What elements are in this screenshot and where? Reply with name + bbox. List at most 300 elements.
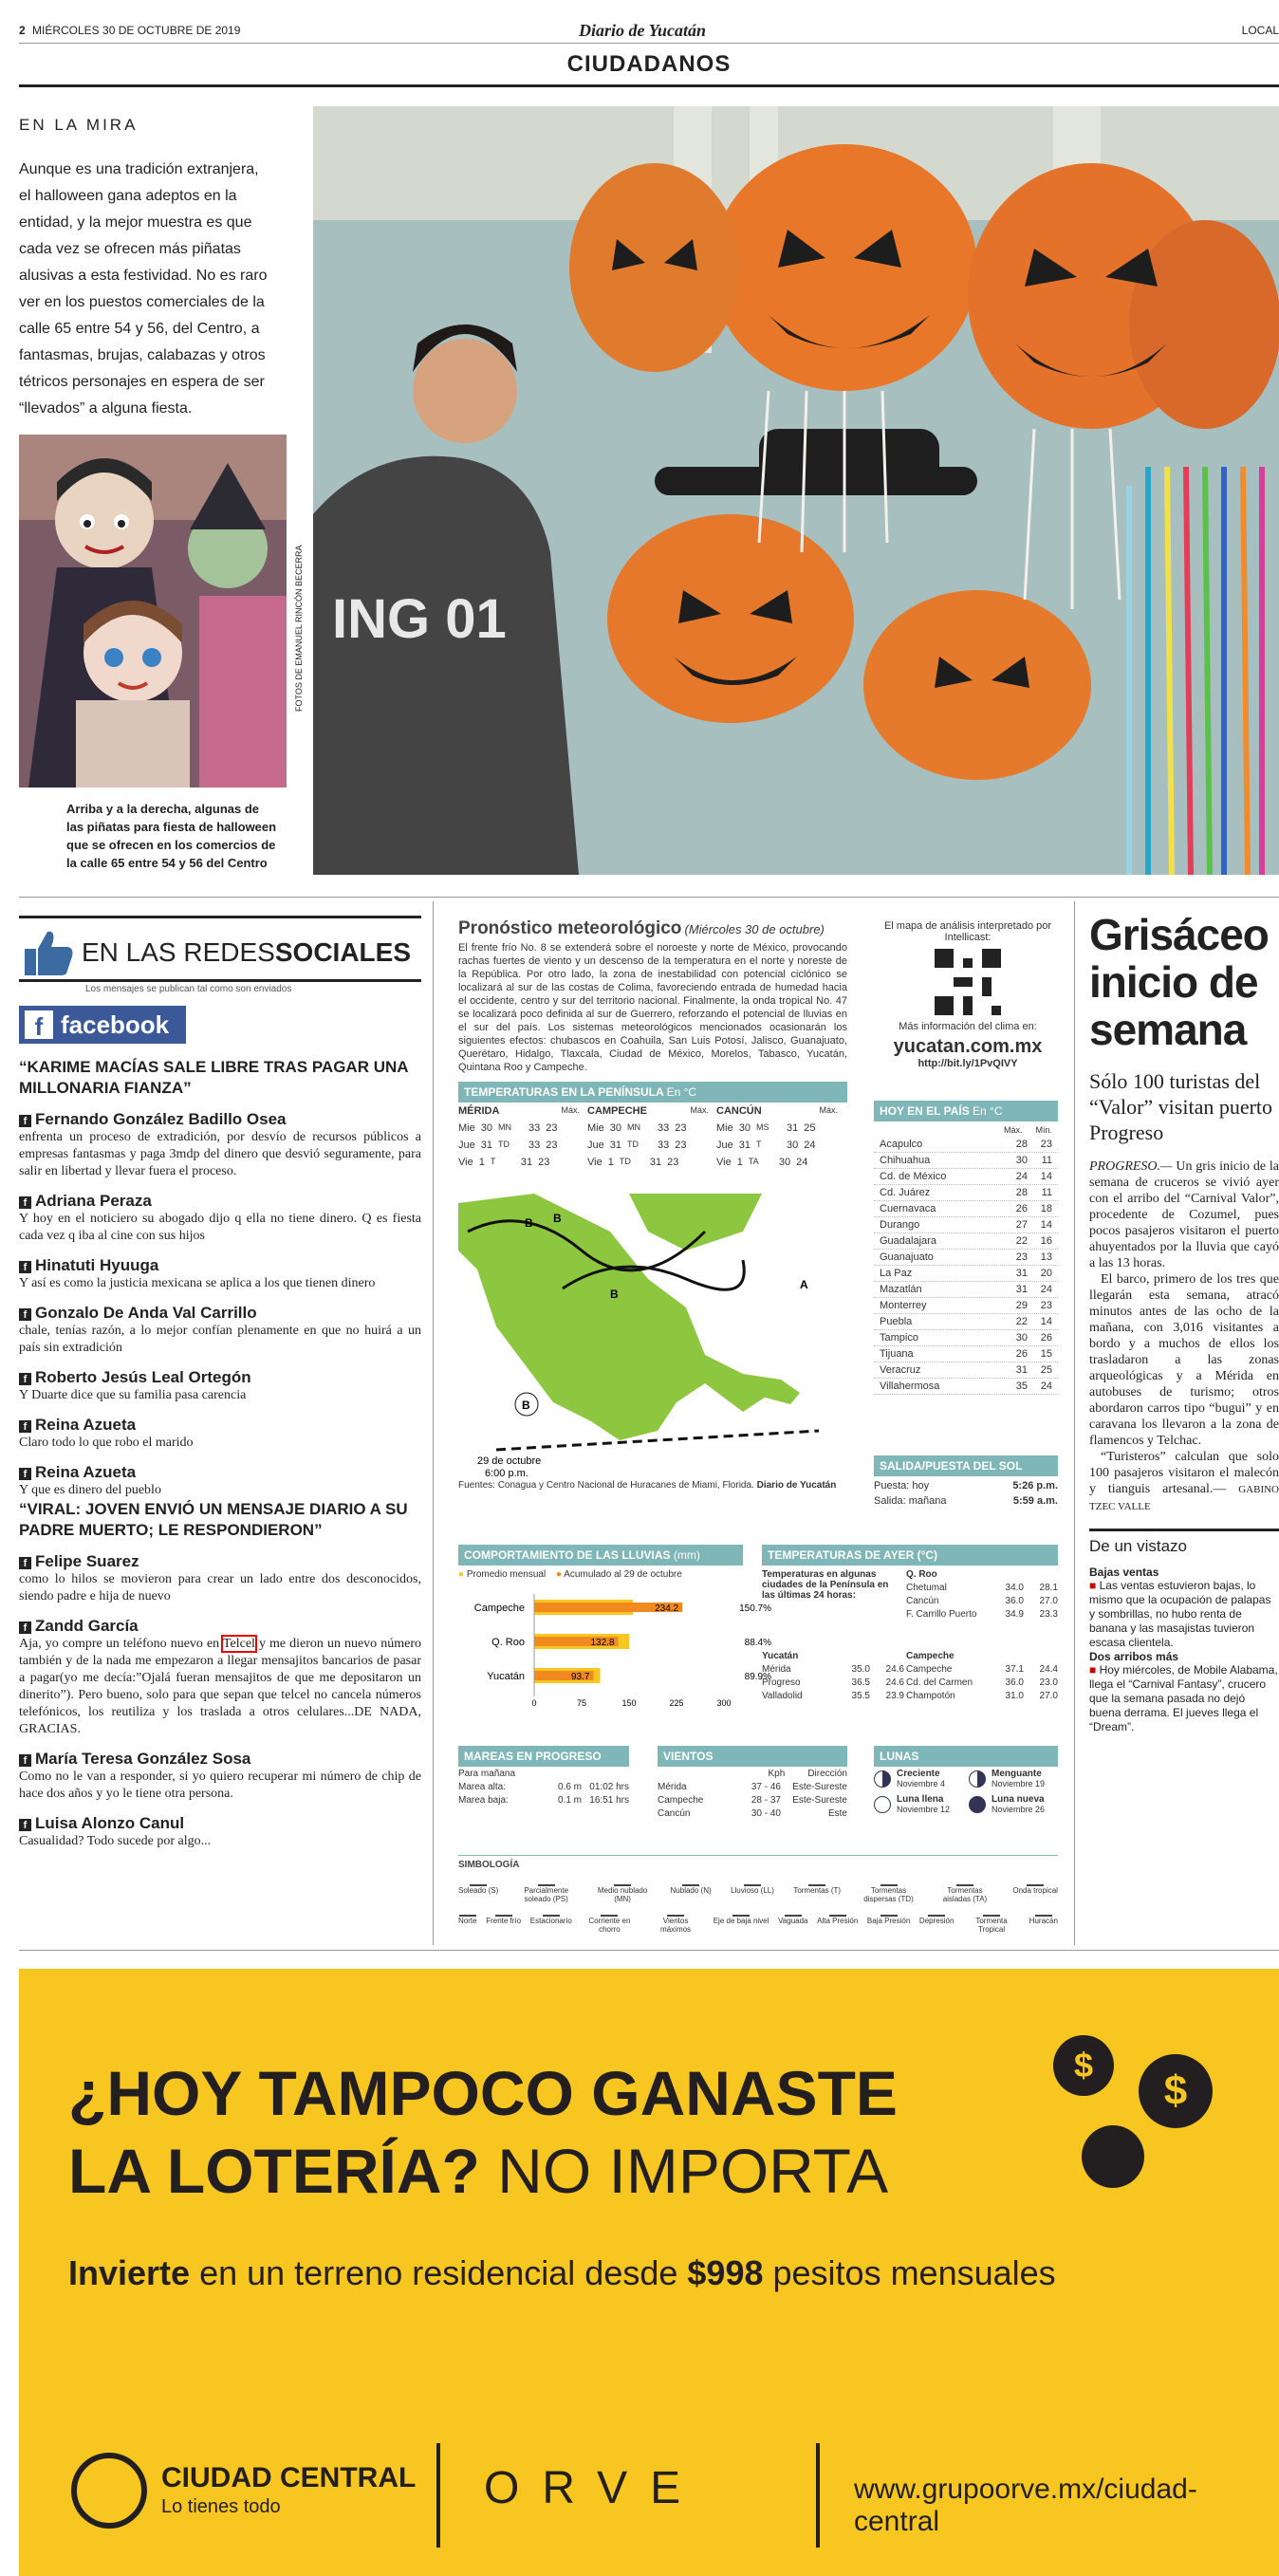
pen-value: TD xyxy=(627,1140,639,1149)
table-cell: Marea alta: xyxy=(458,1782,507,1792)
table-cell: 37 - 46 xyxy=(751,1782,781,1792)
table-cell: 23.0 xyxy=(1039,1677,1058,1688)
comment-text: Y hoy en el noticiero su abogado dijo q ella no tiene dinero. Q es fiesta cada vez q iba al cine con sus hijos xyxy=(19,1212,421,1243)
table-row xyxy=(658,1782,847,1792)
comment-text: Y que es dinero del pueblo xyxy=(19,1483,161,1497)
dir-label: Dirección xyxy=(807,1769,847,1779)
table-row xyxy=(458,1782,629,1792)
city-name: Monterrey xyxy=(880,1300,927,1311)
weather-icon xyxy=(986,1187,1003,1198)
facebook-banner xyxy=(19,1006,186,1044)
symbol-label: Eje de baja nivel xyxy=(713,1917,769,1925)
ayer-note: Temperaturas en algunas ciudades de la Península en las últimas 24 horas: xyxy=(762,1569,889,1601)
symbol-label: Depresión xyxy=(918,1917,955,1925)
symbol-icon xyxy=(880,1903,898,1917)
rain-unit: (mm) xyxy=(673,1548,700,1562)
pen-value: 30 xyxy=(778,1157,791,1168)
pen-value: 31 xyxy=(738,1140,751,1151)
weather-icon xyxy=(986,1155,1003,1166)
symbol-icon xyxy=(928,1903,945,1917)
rain-chart xyxy=(458,1585,771,1708)
facebook-icon: f xyxy=(19,1308,31,1321)
max-min-label: Máx. xyxy=(561,1105,580,1115)
min-temp: 14 xyxy=(1040,1171,1052,1182)
moon-icon xyxy=(969,1770,986,1788)
table-cell: 27.0 xyxy=(1039,1691,1058,1701)
pen-value: T xyxy=(490,1157,496,1166)
moon-phase xyxy=(969,1769,1058,1788)
masthead: Diario de Yucatán xyxy=(579,21,707,40)
page-header xyxy=(19,21,1279,44)
facebook-icon: f xyxy=(19,1261,31,1273)
moon-icon xyxy=(874,1770,891,1788)
article: Grisáceo inicio de semana Sólo 100 turistas del “Valor” visitan puerto Progreso PROGRESO.— Un gris inicio de la semana de cruceros se vivió ayer con el arribo del “Carnival Valor”, procedente de Cozumel, pues pocos pasajeros visitaron el puerto ahuyentados por la lluvia que cayó a las 13 horas. El barco, primero de los tres que llegarán esta semana, atracó minutos antes de las ocho de la mañana, con 3,016 visitantes a bordo y a muchos de ellos los trasladaron a las zonas arqueológicas y a Mérida en autobuses de turismo; otros abordaron carros tipo “bugui” y en caravana los llevaron a la zona de flamencos y Telchac. “Turisteros” calculan que solo 100 pasajeros visitaron el malecón y tianguis artesanal.— GABINO TZEC VALLE De un vistazo Bajas ventas ■ Las ventas estuvieron bajas, lo mismo que la ocupación de palapas y sombrillas, no hubo renta de banana y las masajistas tuvieron escasa clientela. Dos arribos más ■ Hoy miércoles, de Mobile Alabama, llega el “Carnival Fantasy”, crucero que la semana pasada no dejó buena derrama. El jueves llega el “Dream”. xyxy=(1089,910,1279,1733)
map-label-b: B xyxy=(522,1399,530,1412)
weather-infographic xyxy=(449,911,1066,1940)
pen-value: Vie xyxy=(716,1157,732,1168)
max-temp: 35 xyxy=(1015,1381,1028,1392)
city-name: CAMPECHE xyxy=(587,1105,647,1117)
category-label: Campeche xyxy=(473,1603,525,1614)
pen-cell xyxy=(587,1157,716,1168)
city-name: Tampico xyxy=(880,1332,918,1344)
symbol-item xyxy=(919,1903,954,1934)
pen-value: 23 xyxy=(546,1140,558,1151)
pen-value: T xyxy=(756,1140,762,1149)
pen-value: Vie xyxy=(458,1157,473,1168)
symbol-icon xyxy=(614,1873,631,1886)
table-row xyxy=(458,1795,629,1806)
shirt-print: ING 01 xyxy=(332,588,507,650)
lunas-bar: LUNAS xyxy=(874,1746,1058,1767)
weather-icon xyxy=(986,1284,1003,1295)
peninsula-bar-label: TEMPERATURAS EN LA PENÍNSULA xyxy=(464,1085,664,1099)
pen-value: 33 xyxy=(528,1140,541,1151)
rain-bar-label: COMPORTAMIENTO DE LAS LLUVIAS xyxy=(464,1548,671,1562)
social-title-b: SOCIALES xyxy=(274,937,411,967)
symbol-item xyxy=(936,1873,993,1903)
country-header xyxy=(874,1123,1058,1137)
ad-divider xyxy=(436,2443,440,2548)
commenter-name-text: Felipe Suarez xyxy=(35,1552,139,1570)
max-temp: 26 xyxy=(1015,1203,1028,1214)
pen-value: 33 xyxy=(528,1122,541,1134)
weather-intro: El frente frío No. 8 se extenderá sobre el noroeste y norte de México, provocando rachas fuertes de viento y un descenso de la temperatura en el norte y noreste de la República. Por otro lado, la zona de inestabilidad con potencial ciclónico se localizará al sur de las costas de Colima, favoreciendo entrada de humedad hacia el occidente, centro y sur del territorio nacional. Finalmente, la onda tropical No. 47 se localizará poco definida al sur de Guerrero, reforzando el potencial de lluvias en el sur del país. Los sistemas meteorológicos mencionados ocasionarán los siguientes efectos: chubascos en Coahuila, San Luis Potosí, Jalisco, Guanajuato, Querétaro, Hidalgo, Tlaxcala, Ciudad de México, Morelos, Tabasco, Yucatán, Quintana Roo y Campeche. xyxy=(458,942,847,1073)
ad-sub-price: $998 xyxy=(687,2253,764,2292)
table-cell: 0.6 m xyxy=(557,1782,582,1792)
sources: Fuentes: Conagua y Centro Nacional de Huracanes de Miami, Florida. xyxy=(458,1480,754,1491)
country-bar xyxy=(874,1101,1058,1121)
facebook-icon: f xyxy=(19,1420,31,1433)
min-temp: 20 xyxy=(1040,1268,1052,1279)
city-name: Acapulco xyxy=(880,1139,923,1150)
facebook-icon: f xyxy=(19,1557,31,1569)
comment-text: Claro todo lo que robo el marido xyxy=(19,1436,194,1450)
table-row xyxy=(906,1664,1058,1675)
symbol-icon xyxy=(880,1873,898,1886)
ad-url[interactable]: www.grupoorve.mx/ciudad-central xyxy=(854,2474,1197,2537)
map-label-b: B xyxy=(610,1288,619,1301)
weather-icon xyxy=(986,1348,1003,1360)
pen-value: Jue xyxy=(458,1140,475,1151)
coin-icon: $ xyxy=(1053,2035,1114,2096)
table-cell: Marea baja: xyxy=(458,1795,509,1806)
category-label: Q. Roo xyxy=(491,1637,525,1648)
moon-name: Luna llena xyxy=(897,1794,944,1805)
sun-bar: SALIDA/PUESTA DEL SOL xyxy=(874,1455,1058,1476)
facebook-icon: f xyxy=(19,1468,31,1480)
map-label-b: B xyxy=(525,1216,533,1230)
max-temp: 28 xyxy=(1015,1139,1028,1150)
symbol-label: Huracán xyxy=(1029,1917,1058,1925)
symbol-item xyxy=(671,1873,712,1903)
ad-brand-1: CIUDAD CENTRAL xyxy=(161,2462,417,2493)
pen-cell xyxy=(716,1122,845,1134)
pen-value: 23 xyxy=(546,1122,558,1134)
short-link[interactable]: http://bit.ly/1PvQIVY xyxy=(918,1058,1018,1069)
ayer-bar: TEMPERATURAS DE AYER (°C) xyxy=(762,1545,1058,1566)
lunas-grid xyxy=(874,1769,1058,1814)
pen-row xyxy=(458,1140,847,1151)
vistazo-item-2-title: Dos arribos más xyxy=(1089,1650,1179,1663)
ad-headline-no-importa: NO IMPORTA xyxy=(497,2136,889,2206)
pen-cell xyxy=(458,1140,587,1151)
rain-legend: ● Promedio mensual ● Acumulado al 29 de octubre xyxy=(458,1569,682,1580)
comment-text-a: Aja, yo compre un teléfono nuevo en xyxy=(19,1637,223,1651)
commenter-name xyxy=(19,1416,421,1435)
table-cell: 28 - 37 xyxy=(751,1795,781,1806)
country-table xyxy=(874,1123,1058,1395)
pen-value: Jue xyxy=(716,1140,733,1151)
ad-tagline: Lo tienes todo xyxy=(161,2496,281,2517)
commenter-name xyxy=(19,1463,421,1482)
table-row xyxy=(906,1677,1058,1688)
max-min-label: Máx. xyxy=(819,1105,838,1115)
pen-value: 23 xyxy=(667,1157,679,1168)
pen-cell xyxy=(458,1122,587,1134)
symbol-item xyxy=(778,1903,807,1934)
pen-value: 30 xyxy=(609,1122,621,1134)
symbol-icon xyxy=(682,1873,699,1886)
symbol-label: Vientos máximos xyxy=(660,1917,692,1934)
vientos-bar: VIENTOS xyxy=(658,1746,847,1767)
table-row xyxy=(906,1609,1058,1620)
city-name: Villahermosa xyxy=(880,1381,940,1392)
city-col-header xyxy=(458,1105,587,1117)
max-temp: 31 xyxy=(1015,1364,1028,1376)
moon-text xyxy=(897,1794,950,1814)
symbol-label: Estacionario xyxy=(529,1917,572,1925)
unit-label: En °C xyxy=(973,1104,1003,1118)
pen-value: 31 xyxy=(520,1157,533,1168)
comment-text: chale, tenías razón, a lo mejor confían plenamente en que no huirá a un país sin extradición xyxy=(19,1324,421,1355)
table-cell: 36.0 xyxy=(1005,1677,1024,1688)
country-row xyxy=(874,1153,1058,1169)
table-cell: 24.6 xyxy=(885,1664,904,1675)
symbol-label: Tormentas dispersas (TD) xyxy=(863,1886,914,1903)
map-date: 29 de octubre xyxy=(477,1455,542,1467)
moon-date: Noviembre 26 xyxy=(992,1805,1046,1814)
pen-value: MS xyxy=(755,1122,769,1132)
symbol-icon xyxy=(732,1903,750,1917)
table-cell: 37.1 xyxy=(1005,1664,1024,1675)
pen-value: MN xyxy=(497,1122,511,1132)
max-temp: 23 xyxy=(1015,1251,1028,1263)
ad-divider xyxy=(816,2443,820,2548)
city-name: La Paz xyxy=(880,1268,913,1279)
pen-cell xyxy=(716,1140,845,1151)
symbol-item xyxy=(530,1903,572,1934)
symbol-icon xyxy=(1027,1873,1044,1886)
social-headline-1: “KARIME MACÍAS SALE LIBRE TRAS PAGAR UNA MILLONARIA FIANZA” xyxy=(19,1058,408,1097)
more-text: Más información del clima en: xyxy=(899,1021,1037,1032)
table-cell: 34.0 xyxy=(1005,1583,1024,1593)
weather-icon xyxy=(986,1139,1003,1150)
symbol-label: Corriente en chorro xyxy=(588,1917,631,1934)
legend-avg: Promedio mensual xyxy=(466,1569,547,1580)
min-temp: 25 xyxy=(1040,1364,1052,1376)
symbol-label: Nublado (N) xyxy=(670,1886,712,1895)
moon-name: Menguante xyxy=(992,1769,1042,1779)
symbol-item xyxy=(731,1873,774,1903)
sunset-time: 5:26 p.m. xyxy=(1012,1480,1058,1492)
symbol-icon xyxy=(470,1873,487,1886)
ad-brand-2: ORVE xyxy=(484,2463,704,2513)
pen-value: 31 xyxy=(649,1157,662,1168)
vientos-table xyxy=(658,1769,847,1819)
divider xyxy=(19,1950,1279,1951)
country-bar-label: HOY EN EL PAÍS xyxy=(880,1104,970,1118)
table-cell: Champotón xyxy=(906,1691,955,1701)
advertisement[interactable] xyxy=(19,1969,1279,2576)
max-temp: 30 xyxy=(1015,1155,1028,1166)
symbol-icon xyxy=(983,1903,1000,1917)
table-cell: 0.1 m xyxy=(557,1795,582,1806)
commenter-name-text: Reina Azueta xyxy=(35,1463,137,1481)
symbol-item xyxy=(861,1873,918,1903)
commenter-name-text: Roberto Jesús Leal Ortegón xyxy=(35,1368,251,1386)
symbol-label: Soleado (S) xyxy=(458,1886,499,1895)
comment-text: Casualidad? Todo sucede por algo... xyxy=(19,1834,212,1848)
moon-name: Luna nueva xyxy=(992,1794,1045,1805)
comment-text: enfrenta un proceso de extradición, por desvío de recursos públicos a empresas fantasmas y paga 3mdp del dinero que desvió seguramente, para salir en libertad y llevar fuera el proceso. xyxy=(19,1130,421,1178)
pen-value: MN xyxy=(626,1122,640,1132)
symbol-label: Parcialmente soleado (PS) xyxy=(524,1886,569,1903)
symbol-item xyxy=(594,1873,651,1903)
ad-headline-line-1: ¿HOY TAMPOCO GANASTE xyxy=(68,2058,898,2128)
symbol-item xyxy=(1029,1903,1058,1934)
photo-credit: FOTOS DE EMANUEL RINCÓN BECERRA xyxy=(294,545,304,712)
max-temp: 22 xyxy=(1015,1316,1028,1327)
tick-label: 225 xyxy=(669,1698,684,1708)
commenter-name xyxy=(19,1814,421,1833)
country-row xyxy=(874,1169,1058,1185)
symbols-row-1 xyxy=(458,1873,1058,1903)
table-cell: Campeche xyxy=(658,1795,704,1806)
min-temp: 24 xyxy=(1040,1284,1052,1295)
max-label: Máx. xyxy=(1003,1125,1023,1135)
pen-value: 24 xyxy=(796,1157,808,1168)
city-name: Veracruz xyxy=(880,1364,921,1376)
commenter-name xyxy=(19,1192,421,1211)
table-cell: 27.0 xyxy=(1039,1596,1058,1606)
facebook-icon: f xyxy=(19,1754,31,1767)
pen-value: 30 xyxy=(787,1140,799,1151)
table-row xyxy=(658,1808,847,1819)
bar-value: 132.8 xyxy=(590,1638,615,1648)
table-row xyxy=(658,1795,847,1806)
commenter-name-text: Gonzalo De Anda Val Carrillo xyxy=(35,1304,257,1322)
legend-acc: Acumulado al 29 de octubre xyxy=(564,1569,682,1580)
city-name: Durango xyxy=(880,1219,920,1231)
min-temp: 15 xyxy=(1040,1348,1052,1360)
symbol-icon xyxy=(1035,1903,1052,1917)
thumbs-up-icon xyxy=(19,928,76,977)
table-cell: 01:02 hrs xyxy=(589,1782,629,1792)
percent-label: 150.7% xyxy=(739,1603,771,1614)
campeche-table xyxy=(906,1651,1058,1701)
pinatas-photo-small xyxy=(19,435,287,788)
pen-value: Mie xyxy=(458,1122,475,1134)
country-row xyxy=(874,1314,1058,1330)
map-time: 6:00 p.m. xyxy=(485,1468,528,1478)
country-row xyxy=(874,1379,1058,1395)
symbol-label: Tormentas (T) xyxy=(793,1886,842,1895)
city-col-header xyxy=(587,1105,716,1117)
moon-phase xyxy=(874,1769,963,1788)
mareas-table xyxy=(458,1769,629,1806)
commenter-name-text: Hinatuti Hyuuga xyxy=(35,1256,159,1274)
facebook-label: facebook xyxy=(61,1010,170,1039)
comment-text: Como no le van a responder, si yo quiero recuperar mi número de chip de hace dos años y yo le tiene otra persona. xyxy=(19,1770,421,1801)
table-row xyxy=(906,1596,1058,1606)
commenter-name xyxy=(19,1110,421,1129)
facebook-icon: f xyxy=(19,1373,31,1385)
qr-text: El mapa de análisis interpretado por Intellicast: xyxy=(883,920,1052,943)
symbol-item xyxy=(1012,1873,1058,1903)
vientos-header xyxy=(658,1769,847,1779)
pen-value: 31 xyxy=(480,1140,492,1151)
weather-icon xyxy=(986,1171,1003,1182)
tick-label: 150 xyxy=(621,1698,637,1708)
country-row xyxy=(874,1137,1058,1153)
article-body-3 xyxy=(1089,1449,1279,1515)
pen-row xyxy=(458,1122,847,1134)
country-row xyxy=(874,1266,1058,1282)
table-cell: Este xyxy=(827,1808,847,1819)
commenter-name-text: Adriana Peraza xyxy=(35,1192,152,1210)
coin-icon xyxy=(1082,2125,1144,2188)
table-row xyxy=(906,1691,1058,1701)
ad-sub-text-end: pesitos mensuales xyxy=(763,2253,1056,2292)
ad-subline xyxy=(68,2253,1056,2293)
qr-code-icon xyxy=(935,949,1001,1015)
table-cell: 24.6 xyxy=(885,1677,904,1688)
bar-value: 93.7 xyxy=(570,1672,590,1682)
commenter-name-text: María Teresa González Sosa xyxy=(35,1750,251,1768)
commenter-name xyxy=(19,1552,421,1571)
min-temp: 24 xyxy=(1040,1381,1052,1392)
vistazo-item-1-title: Bajas ventas xyxy=(1089,1566,1159,1579)
qroo-table xyxy=(906,1569,1058,1620)
min-temp: 14 xyxy=(1040,1316,1052,1327)
section-tag: LOCAL xyxy=(1241,24,1279,37)
vistazo-title: De un vistazo xyxy=(1089,1529,1279,1556)
social-title-a: EN LAS REDES xyxy=(82,937,275,967)
table-cell: Valladolid xyxy=(762,1691,803,1701)
min-temp: 14 xyxy=(1040,1219,1052,1231)
pen-value: 33 xyxy=(657,1122,670,1134)
pen-row xyxy=(458,1157,847,1168)
symbol-icon xyxy=(956,1873,973,1886)
city-name: Cuernavaca xyxy=(880,1203,936,1214)
moon-phase xyxy=(874,1794,963,1814)
pen-value: TD xyxy=(498,1140,510,1149)
body-text: “Turisteros” calculan que solo 100 pasajeros visitaron el malecón y tianguis artesanal.— xyxy=(1089,1450,1279,1496)
pen-value: Jue xyxy=(587,1140,604,1151)
peninsula-table xyxy=(458,1105,847,1168)
city-name: CANCÚN xyxy=(716,1105,762,1117)
moon-text xyxy=(992,1769,1045,1788)
sunrise-label: Salida: mañana xyxy=(874,1495,947,1507)
tick-label: 0 xyxy=(531,1698,537,1708)
city-name: Cd. de México xyxy=(880,1171,947,1182)
ciudad-central-logo-icon xyxy=(71,2453,147,2529)
weather-icon xyxy=(986,1364,1003,1376)
max-temp: 29 xyxy=(1015,1300,1028,1311)
moon-text xyxy=(897,1769,945,1788)
kph-label: Kph xyxy=(768,1769,786,1779)
vistazo-item-1-text: Las ventas estuvieron bajas, lo mismo que la ocupación de palapas y sombrillas, no hubo renta de banana y las masajistas tuvieron escasa clientela. xyxy=(1089,1579,1271,1649)
coin-icon: $ xyxy=(1139,2054,1213,2128)
facebook-icon: f xyxy=(19,1622,31,1634)
commenter-name xyxy=(19,1256,421,1275)
city-name: Guadalajara xyxy=(880,1235,936,1247)
table-cell: Cancún xyxy=(906,1596,939,1606)
pen-value: 23 xyxy=(675,1122,687,1134)
pen-cell xyxy=(587,1122,716,1134)
table-row xyxy=(906,1583,1058,1593)
symbol-label: Baja Presión xyxy=(866,1917,911,1925)
table-cell: 30 - 40 xyxy=(751,1808,781,1819)
table-cell: 36.0 xyxy=(1005,1596,1024,1606)
rain-bar xyxy=(458,1545,743,1566)
pen-value: 23 xyxy=(538,1157,550,1168)
country-row xyxy=(874,1185,1058,1201)
site-link[interactable]: yucatan.com.mx xyxy=(893,1036,1043,1057)
map-label-b: B xyxy=(553,1212,562,1225)
comment-text: Y así es como la justicia mexicana se aplica a los que tienen dinero xyxy=(19,1276,376,1290)
pen-value: 1 xyxy=(736,1157,743,1168)
pen-value: 1 xyxy=(607,1157,614,1168)
table-cell: Este-Sureste xyxy=(792,1782,847,1792)
country-row xyxy=(874,1201,1058,1217)
table-title: Campeche xyxy=(906,1651,955,1661)
divider xyxy=(19,897,1279,898)
symbol-label: Onda tropical xyxy=(1012,1886,1058,1895)
country-row xyxy=(874,1330,1058,1346)
weather-icon xyxy=(986,1332,1003,1344)
symbol-item xyxy=(963,1903,1020,1934)
pen-cell xyxy=(587,1140,716,1151)
sunrise-time: 5:59 a.m. xyxy=(1012,1495,1058,1507)
max-temp: 22 xyxy=(1015,1235,1028,1247)
bar-value: 234.2 xyxy=(655,1603,679,1614)
pen-value: 31 xyxy=(609,1140,621,1151)
min-temp: 26 xyxy=(1040,1332,1052,1344)
table-cell: 28.1 xyxy=(1039,1583,1058,1593)
weather-icon xyxy=(986,1203,1003,1214)
